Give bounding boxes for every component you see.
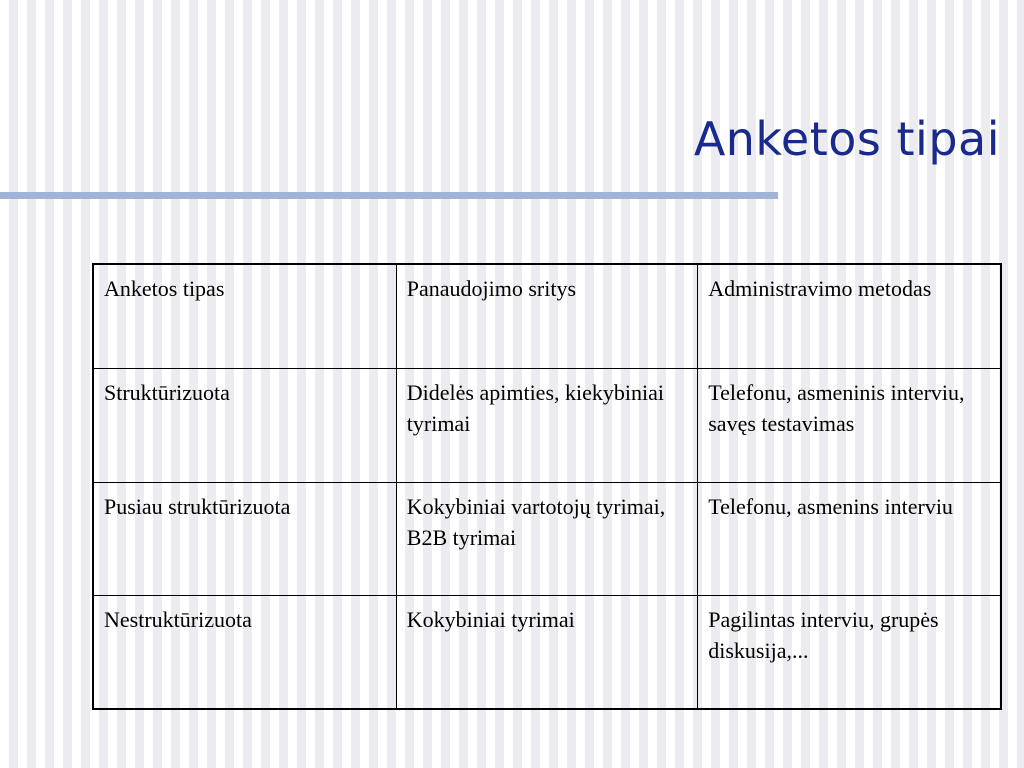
table-cell: Pusiau struktūrizuota (93, 482, 396, 595)
table-cell: Kokybiniai tyrimai (396, 595, 697, 709)
table-row (93, 482, 1001, 595)
header-cell-type: Anketos tipas (93, 264, 396, 368)
title-underline-rule (0, 192, 778, 199)
slide-title: Anketos tipai (693, 112, 1000, 166)
table-header-row (93, 264, 1001, 368)
table-cell: Nestruktūrizuota (93, 595, 396, 709)
table-cell: Struktūrizuota (93, 368, 396, 482)
table-cell: Didelės apimties, kiekybiniai tyrimai (396, 368, 697, 482)
survey-types-table (92, 263, 1002, 710)
table-cell: Pagilintas interviu, grupės diskusija,... (698, 595, 1001, 709)
table-row (93, 595, 1001, 709)
table-cell: Telefonu, asmenins interviu (698, 482, 1001, 595)
table-cell: Telefonu, asmeninis interviu, savęs testavimas (698, 368, 1001, 482)
table-row (93, 368, 1001, 482)
header-cell-method: Administravimo metodas (698, 264, 1001, 368)
table-cell: Kokybiniai vartotojų tyrimai, B2B tyrimai (396, 482, 697, 595)
header-cell-usage: Panaudojimo sritys (396, 264, 697, 368)
